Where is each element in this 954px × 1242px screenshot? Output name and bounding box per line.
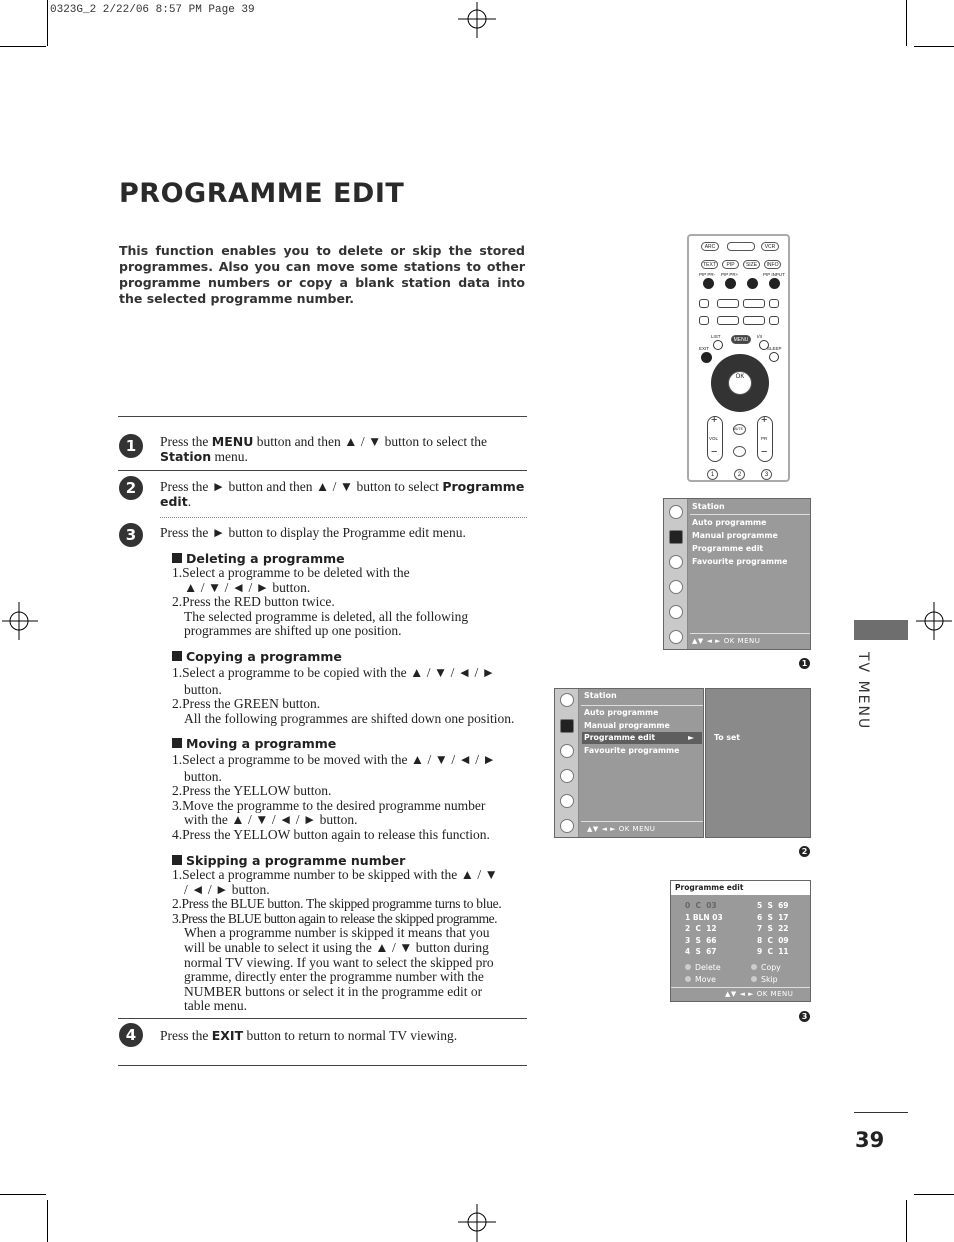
delete-action: Delete xyxy=(685,963,721,972)
page-title: PROGRAMME EDIT xyxy=(119,178,405,209)
panel-number: 2 xyxy=(799,846,810,857)
section-line: All the following programmes are shifted down one position. xyxy=(184,710,515,726)
ok-label: OK xyxy=(735,374,745,380)
menu-item: Manual programme xyxy=(584,721,670,730)
special-icon xyxy=(669,605,683,619)
exit-label: EXIT xyxy=(699,346,710,351)
sound-icon xyxy=(669,555,683,569)
iii-label: I/II xyxy=(757,334,763,339)
pip-label: PIP PR+ xyxy=(721,272,739,277)
submenu-panel-2 xyxy=(705,688,811,838)
menu-item: Favourite programme xyxy=(692,557,788,566)
list-label: LIST xyxy=(711,334,721,339)
sound-icon xyxy=(560,744,574,758)
q-view-key xyxy=(733,446,746,457)
crop-mark xyxy=(914,46,954,47)
special-icon xyxy=(560,794,574,808)
section-line: 1.Select a programme number to be skipped with the ▲ / ▼ xyxy=(172,867,498,882)
pr-label: PR xyxy=(761,436,768,441)
section-line: 2.Press the RED button twice. xyxy=(172,594,335,610)
screen-icon xyxy=(560,819,574,833)
section-line: 1.Select a programme to be copied with the ▲ / ▼ / ◄ / ► xyxy=(172,665,495,680)
programme-row: 2 C 12 xyxy=(685,924,717,933)
move-action: Move xyxy=(685,975,716,984)
number-1-button xyxy=(707,469,718,480)
section-tab xyxy=(854,620,908,640)
station-icon xyxy=(560,693,574,707)
mute-label: MUTE xyxy=(733,427,743,431)
section-line: NUMBER buttons or select it in the programme edit or xyxy=(184,983,483,999)
next-button xyxy=(769,316,779,325)
step-2-number: 2 xyxy=(119,476,143,500)
record-button xyxy=(769,299,779,308)
menu-footer: ▲▼ ◄ ► OK MENU xyxy=(587,825,656,833)
menu-footer: ▲▼ ◄ ► OK MENU xyxy=(692,637,761,645)
menu-item: Manual programme xyxy=(692,531,778,540)
step-3-number: 3 xyxy=(119,523,143,547)
divider xyxy=(118,1065,527,1066)
section-line: will be unable to select it using the ▲ / ▼ button during xyxy=(184,939,489,955)
step-1-number: 1 xyxy=(119,434,143,458)
ok-button xyxy=(728,371,752,395)
ffwd-button xyxy=(717,316,739,325)
section-heading: Skipping a programme number xyxy=(172,853,532,868)
programme-row: 1 BLN 03 xyxy=(685,913,723,922)
bullet-square-icon xyxy=(172,855,182,865)
print-slug: 0323G_2 2/22/06 8:57 PM Page 39 xyxy=(50,4,255,16)
step-4-number: 4 xyxy=(119,1023,143,1047)
side-label: TV MENU xyxy=(855,652,871,731)
section-line: programmes are shifted up one position. xyxy=(184,623,402,639)
sleep-key xyxy=(769,352,779,362)
section-line: normal TV viewing. If you want to select the skipped pro xyxy=(184,954,494,970)
yellow-dot-icon xyxy=(685,976,691,982)
section-copying xyxy=(172,649,532,726)
menu-header-rule xyxy=(690,514,810,515)
menu-icon-column xyxy=(664,499,688,649)
section-heading: Deleting a programme xyxy=(172,551,532,566)
step-2-text: Press the ► button and then ▲ / ▼ button to select Programme edit. xyxy=(160,479,525,509)
registration-mark xyxy=(458,2,496,40)
number-2-button xyxy=(734,469,745,480)
section-line: 3.Press the BLUE button again to release the skipped programme. xyxy=(172,910,498,926)
skip-action: Skip xyxy=(751,975,778,984)
programme-row: 7 S 22 xyxy=(757,924,789,933)
section-line: 1.Select a programme to be deleted with the xyxy=(172,565,410,580)
arrow-right-icon: ► xyxy=(688,733,694,742)
number-3-button xyxy=(761,469,772,480)
picture-icon xyxy=(669,530,683,544)
to-set-text: To set xyxy=(714,733,741,742)
crop-mark xyxy=(0,1194,46,1195)
section-line: table menu. xyxy=(184,998,247,1014)
section-heading: Moving a programme xyxy=(172,736,532,751)
panel-number: 1 xyxy=(799,658,810,669)
menu-button: MENU xyxy=(731,335,751,344)
copy-action: Copy xyxy=(751,963,781,972)
crop-mark xyxy=(0,46,46,47)
menu-item: Programme edit xyxy=(584,733,656,742)
panel-number: 3 xyxy=(799,1011,810,1022)
section-line: When a programme number is skipped it means that you xyxy=(184,925,490,941)
crop-mark xyxy=(914,1194,954,1195)
divider xyxy=(118,470,527,471)
station-icon xyxy=(669,505,683,519)
info-button: INFO xyxy=(764,260,781,269)
pause-button xyxy=(743,299,765,308)
station-menu-panel-1 xyxy=(663,498,811,650)
section-line: gramme, directly enter the programme number with the xyxy=(184,969,484,985)
crop-mark xyxy=(906,0,907,46)
section-heading: Copying a programme xyxy=(172,649,532,664)
screen-icon xyxy=(669,630,683,644)
menu-item: Programme edit xyxy=(692,544,764,553)
menu-header: Station xyxy=(692,502,725,511)
section-line: / ◄ / ► button. xyxy=(184,881,270,897)
vol-minus: − xyxy=(711,446,718,458)
number-label: 3 xyxy=(764,472,769,478)
menu-footer-rule xyxy=(671,987,810,988)
pip-button: PIP xyxy=(722,260,739,269)
section-line: 3.Move the programme to the desired programme number xyxy=(172,797,486,813)
red-button xyxy=(703,278,714,289)
section-line: button. xyxy=(184,768,222,784)
programme-row: 0 C 03 xyxy=(685,901,717,910)
section-skipping xyxy=(172,853,532,1014)
menu-header: Programme edit xyxy=(675,883,744,892)
programme-row: 8 C 09 xyxy=(757,936,789,945)
number-label: 2 xyxy=(737,472,742,478)
section-line: ▲ / ▼ / ◄ / ► button. xyxy=(184,579,311,595)
crop-mark xyxy=(47,1200,48,1242)
menu-header: Station xyxy=(584,691,617,700)
registration-mark xyxy=(914,602,952,640)
blue-button xyxy=(769,278,780,289)
section-line: button. xyxy=(184,681,222,697)
station-menu-panel-2 xyxy=(554,688,704,838)
time-icon xyxy=(560,769,574,783)
menu-item: Favourite programme xyxy=(584,746,680,755)
arc-button: ARC xyxy=(701,242,719,251)
menu-footer-rule xyxy=(581,821,703,822)
programme-row: 5 S 69 xyxy=(757,901,789,910)
section-line: 2.Press the YELLOW button. xyxy=(172,783,332,799)
list-key xyxy=(713,340,723,350)
green-button xyxy=(725,278,736,289)
programme-row: 4 S 67 xyxy=(685,947,717,956)
section-deleting xyxy=(172,551,532,639)
play-button xyxy=(717,299,739,308)
menu-item: Auto programme xyxy=(692,518,767,527)
menu-icon-column xyxy=(555,689,579,837)
text-button: TEXT xyxy=(701,260,718,269)
section-line: 2.Press the BLUE button. The skipped programme turns to blue. xyxy=(172,896,502,912)
vol-label: VOL xyxy=(709,436,719,441)
dotted-divider xyxy=(160,517,527,518)
section-line: 4.Press the YELLOW button again to release this function. xyxy=(172,826,490,842)
menu-header-rule xyxy=(581,705,703,706)
time-icon xyxy=(669,580,683,594)
crop-mark xyxy=(47,0,48,46)
section-moving xyxy=(172,736,532,843)
crop-mark xyxy=(906,1200,907,1242)
tv-input-key xyxy=(727,242,755,251)
divider xyxy=(118,1018,527,1019)
step-1-text: Press the MENU button and then ▲ / ▼ button to select the Station menu. xyxy=(160,434,488,464)
menu-footer: ▲▼ ◄ ► OK MENU xyxy=(725,990,794,998)
section-line: 2.Press the GREEN button. xyxy=(172,696,321,712)
programme-row: 3 S 66 xyxy=(685,936,717,945)
divider xyxy=(118,416,527,417)
green-dot-icon xyxy=(751,964,757,970)
section-line: with the ▲ / ▼ / ◄ / ► button. xyxy=(184,812,358,828)
section-line: 1.Select a programme to be moved with the ▲ / ▼ / ◄ / ► xyxy=(172,752,496,767)
red-dot-icon xyxy=(685,964,691,970)
programme-row: 6 S 17 xyxy=(757,913,789,922)
bullet-square-icon xyxy=(172,651,182,661)
pip-label: PIP PR- xyxy=(699,272,716,277)
intro-text: This function enables you to delete or skip the stored programmes. Also you can move some stations to other programme numbers or copy a blank station data into the selected programme number. xyxy=(119,243,525,306)
programme-edit-panel xyxy=(670,880,811,1002)
stop-button xyxy=(699,299,709,308)
pr-plus: + xyxy=(761,414,768,426)
page-number-rule xyxy=(854,1112,908,1113)
number-label: 1 xyxy=(710,472,715,478)
picture-icon xyxy=(560,719,574,733)
step-3-text: Press the ► button to display the Programme edit menu. xyxy=(160,525,466,540)
menu-footer-rule xyxy=(690,633,810,634)
page-number: 39 xyxy=(855,1128,885,1152)
size-button: SIZE xyxy=(743,260,760,269)
rewind-button xyxy=(699,316,709,325)
exit-button xyxy=(701,352,712,363)
section-line: The selected programme is deleted, all the following xyxy=(184,608,469,624)
registration-mark xyxy=(2,602,40,640)
remote-control xyxy=(687,234,790,482)
vol-plus: + xyxy=(711,414,718,426)
step-4-text: Press the EXIT button to return to normal TV viewing. xyxy=(160,1028,458,1043)
menu-item: Auto programme xyxy=(584,708,659,717)
blue-dot-icon xyxy=(751,976,757,982)
pip-label: PIP INPUT xyxy=(763,272,785,277)
bullet-square-icon xyxy=(172,738,182,748)
bullet-square-icon xyxy=(172,553,182,563)
sleep-label: SLEEP xyxy=(767,346,782,351)
vcr-button: VCR xyxy=(761,242,779,251)
yellow-button xyxy=(747,278,758,289)
prev-button xyxy=(743,316,765,325)
programme-row: 9 C 11 xyxy=(757,947,789,956)
pr-minus: − xyxy=(761,446,768,458)
registration-mark xyxy=(458,1204,496,1242)
